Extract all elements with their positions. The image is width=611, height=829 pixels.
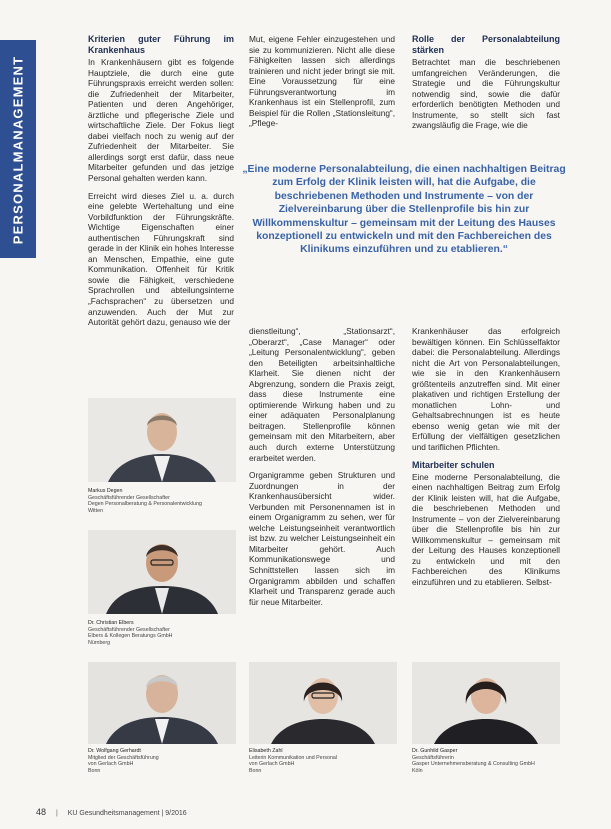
author-photo-elbers [88, 530, 236, 614]
author-caption [412, 748, 562, 775]
author-caption [249, 748, 399, 775]
paragraph: Krankenhäuser das erfolgreich bewältigen können. Ein Schlüsselfaktor dabei: die Personalabteilung. Allerdings nicht die Art von Personalabteilungen, wie sie in den Krankenhäusern größtenteils anzutreffen sind. Mit einer plakativen und richtigen Erstellung der monatlichen Lohn- und Gehaltsabrechnungen ist es heute ebenso wenig getan wie mit der Erfüllung der vielfältigen gesetzlichen und tariflichen Pflichten. [412, 326, 560, 453]
author-city: Nürnberg [88, 640, 111, 647]
pull-quote: „Eine moderne Personalabteilung, die einen nachhaltigen Beitrag zum Erfolg der Klinik leisten will, hat die Aufgabe, die beschriebenen Methoden und Instrumente – von der Zielvereinbarung über die Stellenprofile bis hin zur Willkommenskultur – gemeinsam mit der Leitung des Hauses konzeptionell zu entwickeln und mit den Fachbereichen des Klinikums einzuführen und zu etablieren.“ [242, 164, 566, 256]
page-footer [36, 807, 187, 817]
author-photo-gerhardt [88, 662, 236, 744]
section-label: PERSONALMANAGEMENT [10, 55, 26, 245]
author-caption [88, 620, 238, 647]
author-city: Köln [412, 768, 423, 775]
author-city: Bonn [249, 768, 262, 775]
author-caption [88, 748, 238, 775]
heading-rolle: Rolle der Personalabteilung stärken [412, 34, 560, 55]
paragraph: In Krankenhäusern gibt es folgende Hauptziele, die durch eine gute Führungspraxis erreicht werden sollen: die Zufriedenheit der Mitarbeiter, Patienten und deren Angehöriger, ärztliche und pflegerische Ziele und wirtschaftliche Ziele. Der Fokus liegt dabei vielfach noch zu wenig auf der Zufriedenheit der Mitarbeiter. Sie allerdings sorgt erst dafür, dass neue Mitarbeiter gefunden und das jetzige Personal gehalten werden kann. [88, 57, 234, 184]
author-company: Elbers & Kollegen Beratungs GmbH [88, 633, 173, 640]
author-company: Gasper Unternehmensberatung & Consulting GmbH [412, 761, 535, 768]
author-name: Dr. Gunhild Gasper [412, 748, 458, 754]
paragraph: Mut, eigene Fehler einzugestehen und sie zu kommunizieren. Nicht alle diese Fähigkeiten lassen sich allerdings trainieren und nicht jeder bringt sie mit. Eine Voraussetzung für eine Führungsverantwortung im Krankenhaus ist ein Stellenprofil, zum Beispiel für die Rollen „Stationsleitung“, „Pflege- [249, 34, 395, 129]
paragraph: Erreicht wird dieses Ziel u. a. durch eine gelebte Wertehaltung und eine Vorbildfunktion der Führungskräfte. Wichtige Eigenschaften einer authentischen Führungskraft sind gerade in der Klinik ein hohes Interesse an Menschen, Empathie, eine gute Kommunikation. Offenheit für Kritik sowie die Fähigkeit, verschiedene Sprachrollen und abteilungsinterne „Fachsprachen“ zu übersetzen und anzuwenden. Auch der Mut zur Autorität gehört dazu, genauso wie der [88, 190, 234, 328]
author-name: Dr. Wolfgang Gerhardt [88, 748, 141, 754]
column-2-bottom [249, 326, 395, 614]
column-3-top [412, 34, 560, 138]
author-name: Dr. Christian Elbers [88, 620, 134, 626]
author-company: Degen Personalberatung & Personalentwicklung [88, 501, 202, 508]
author-role: Geschäftsführender Gesellschafter [88, 494, 170, 501]
author-name: Markus Degen [88, 488, 123, 494]
column-3-bottom [412, 326, 560, 595]
heading-mitarbeiter: Mitarbeiter schulen [412, 459, 495, 470]
paragraph: Eine moderne Personalabteilung, die einen nachhaltigen Beitrag zum Erfolg der Klinik leisten will, hat die Aufgabe, die beschriebenen Methoden und Instrumente – von der Zielvereinbarung über die Stellenprofile bis hin zur Willkommenskultur – gemeinsam mit der Leitung des Hauses konzeptionell zu entwickeln und mit den Fachbereichen des Klinikums einzuführen und zu etablieren. Selbst- [412, 471, 560, 588]
author-role: Geschäftsführender Gesellschafter [88, 626, 170, 633]
publication-name: KU Gesundheitsmanagement | 9/2016 [67, 810, 187, 817]
author-company: von Gerlach GmbH [249, 761, 295, 768]
paragraph: Organigramme geben Strukturen und Zuordnungen in der Krankenhausübersicht wider. Verbunden mit Personennamen ist in einem Organigramm zu sehen, wer für welche Leistungseinheit verantwortlich ist bzw. zu welcher Leistungseinheit ein Mitarbeiter gehört. Auch Kommunikationswege und Schnittstellen lassen sich im Organigramm abbilden und schaffen Klarheit und Transparenz gerade auch für neue Mitarbeiter. [249, 470, 395, 607]
author-photo-zahl [249, 662, 397, 744]
author-role: Geschäftsführerin [412, 754, 454, 761]
author-city: Witten [88, 508, 104, 515]
page-number: 48 [36, 807, 47, 817]
heading-kriterien: Kriterien guter Führung im Krankenhaus [88, 34, 234, 55]
footer-separator: | [55, 810, 58, 817]
section-sidebar [0, 0, 36, 829]
author-role: Mitglied der Geschäftsführung [88, 754, 159, 761]
column-2-top [249, 34, 395, 136]
author-role: Leiterin Kommunikation und Personal [249, 754, 338, 761]
author-caption [88, 488, 238, 515]
author-company: von Gerlach GmbH [88, 761, 134, 768]
author-name: Elisabeth Zahl [249, 748, 283, 754]
paragraph: dienstleitung“, „Stationsarzt“, „Oberarzt“, „Case Manager“ oder „Leitung Personalentwicklung“, geben den Beteiligten arbeitsinhaltliche Klarheit. Sie dienen nicht der Abgrenzung, sondern die Praxis zeigt, dass diese Instrumente eine optimierende Wirkung haben und zu einer adäquaten Personalplanung beitragen. Stellenprofile können gemeinsam mit den Mitarbeitern, aber auch durch externe Unterstützung erarbeitet werden. [249, 326, 395, 463]
paragraph: Betrachtet man die beschriebenen umfangreichen Veränderungen, die Strategie und die Führungskultur notwendig sind, sowie die dafür erforderlich benötigten Methoden und Instrumente, so stellt sich fast zwangsläufig die Frage, wie die [412, 57, 560, 131]
author-city: Bonn [88, 768, 101, 775]
author-photo-degen [88, 398, 236, 482]
column-1 [88, 34, 234, 335]
author-photo-gasper [412, 662, 560, 744]
